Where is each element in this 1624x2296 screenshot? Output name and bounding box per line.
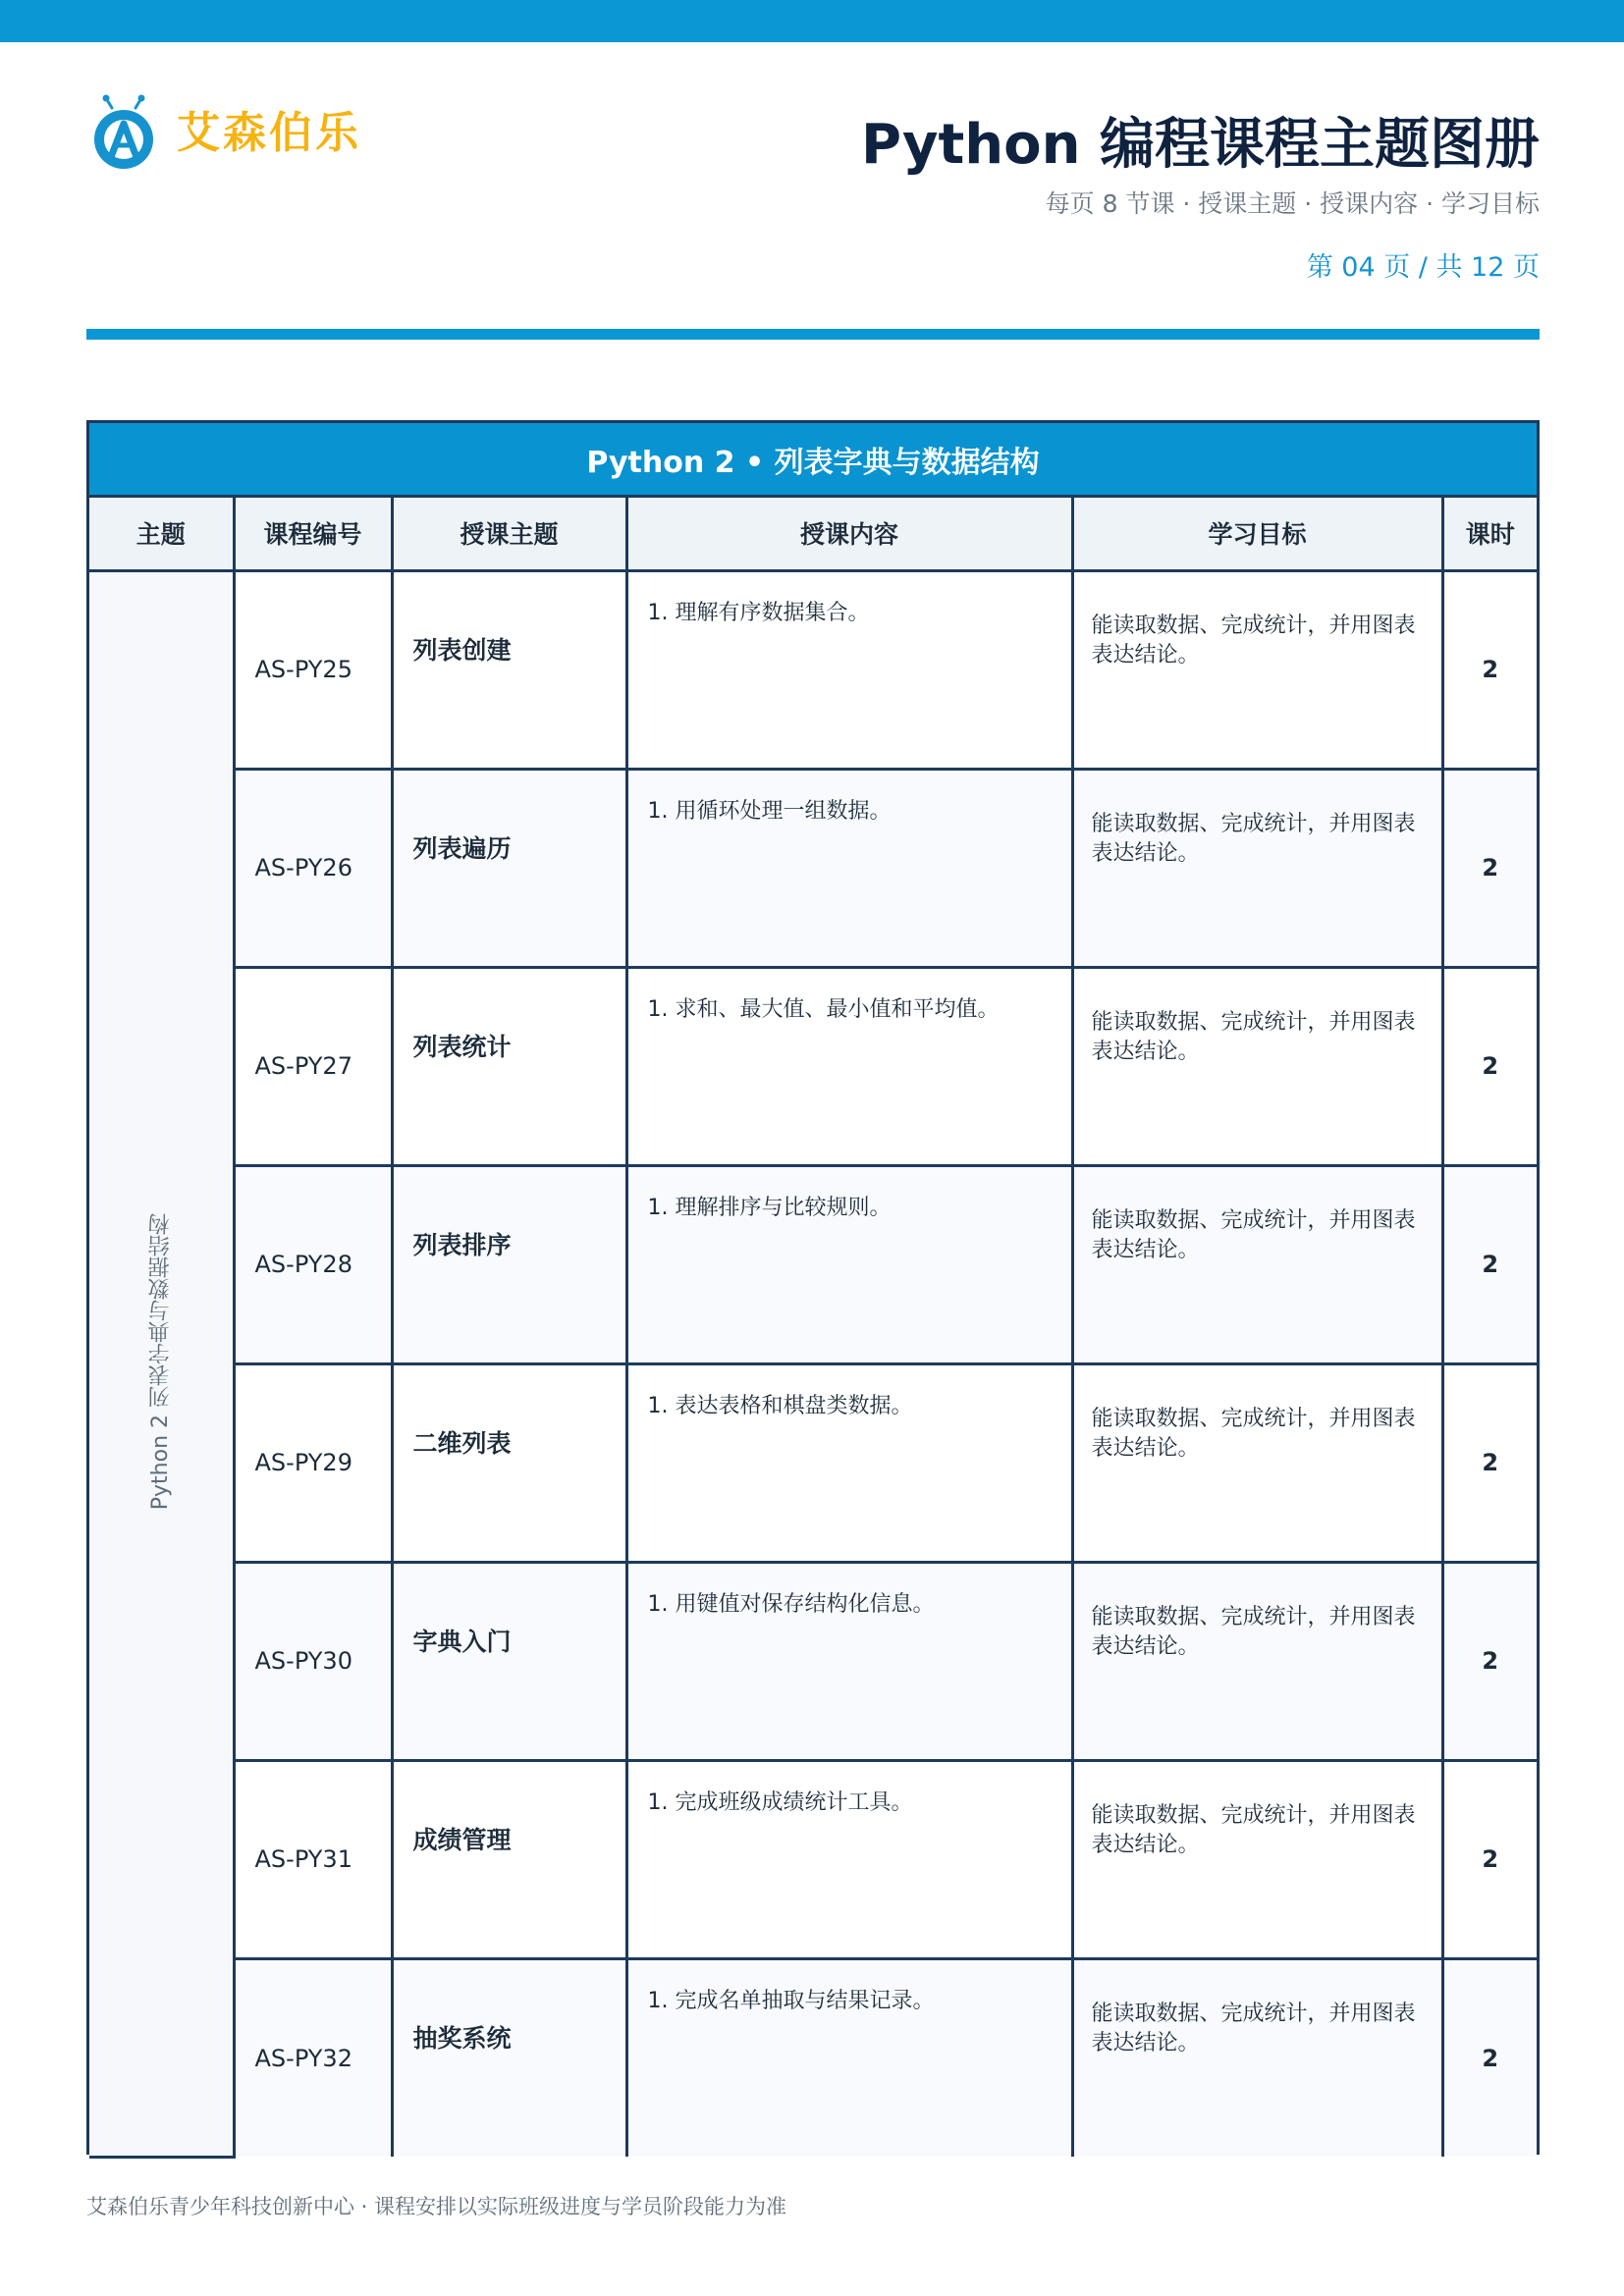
course-hours: 2 — [1442, 967, 1537, 1165]
table-row — [89, 1958, 1537, 2157]
course-topic: 字典入门 — [392, 1562, 626, 1760]
course-topic: 列表排序 — [392, 1165, 626, 1363]
course-hours: 2 — [1442, 1363, 1537, 1562]
course-content: 1. 理解排序与比较规则。 — [626, 1165, 1072, 1363]
course-hours: 2 — [1442, 1760, 1537, 1958]
course-code: AS-PY27 — [234, 967, 392, 1165]
brand-name: 艾森伯乐 — [177, 108, 361, 158]
course-goal: 能读取数据、完成统计，并用图表表达结论。 — [1072, 1165, 1442, 1363]
course-content: 1. 用循环处理一组数据。 — [626, 769, 1072, 967]
course-content: 1. 表达表格和棋盘类数据。 — [626, 1363, 1072, 1562]
course-content: 1. 用键值对保存结构化信息。 — [626, 1562, 1072, 1760]
brand-logo — [84, 94, 361, 173]
course-hours: 2 — [1442, 1958, 1537, 2157]
table-row — [89, 1165, 1537, 1363]
course-goal: 能读取数据、完成统计，并用图表表达结论。 — [1072, 570, 1442, 769]
course-goal: 能读取数据、完成统计，并用图表表达结论。 — [1072, 1363, 1442, 1562]
column-header-code: 课程编号 — [234, 498, 392, 570]
course-goal: 能读取数据、完成统计，并用图表表达结论。 — [1072, 967, 1442, 1165]
course-code: AS-PY32 — [234, 1958, 392, 2157]
table-row — [89, 769, 1537, 967]
course-hours: 2 — [1442, 570, 1537, 769]
document-title: Python 编程课程主题图册 — [860, 113, 1540, 177]
course-topic: 列表创建 — [392, 570, 626, 769]
table-row — [89, 1562, 1537, 1760]
course-goal: 能读取数据、完成统计，并用图表表达结论。 — [1072, 1562, 1442, 1760]
course-code: AS-PY25 — [234, 570, 392, 769]
course-topic: 列表遍历 — [392, 769, 626, 967]
course-content: 1. 理解有序数据集合。 — [626, 570, 1072, 769]
course-goal: 能读取数据、完成统计，并用图表表达结论。 — [1072, 1760, 1442, 1958]
header-divider — [86, 329, 1540, 340]
theme-vertical-label: Python 2 列表字典与数据结构 — [148, 1212, 174, 1511]
course-code: AS-PY29 — [234, 1363, 392, 1562]
table-title: Python 2 • 列表字典与数据结构 — [89, 423, 1537, 498]
course-topic: 成绩管理 — [392, 1760, 626, 1958]
table-row — [89, 967, 1537, 1165]
document-subtitle: 每页 8 节课 · 授课主题 · 授课内容 · 学习目标 — [1045, 189, 1540, 218]
course-code: AS-PY31 — [234, 1760, 392, 1958]
column-header-topic: 授课主题 — [392, 498, 626, 570]
course-table-card — [86, 420, 1540, 2155]
robot-a-logo-icon — [84, 94, 163, 173]
theme-cell — [89, 570, 234, 2157]
footer-note: 艾森伯乐青少年科技创新中心 · 课程安排以实际班级进度与学员阶段能力为准 — [86, 2195, 787, 2218]
table-header-row — [89, 498, 1537, 570]
page-number: 第 04 页 / 共 12 页 — [1306, 252, 1540, 283]
course-content: 1. 完成班级成绩统计工具。 — [626, 1760, 1072, 1958]
course-content: 1. 完成名单抽取与结果记录。 — [626, 1958, 1072, 2157]
course-code: AS-PY28 — [234, 1165, 392, 1363]
course-topic: 二维列表 — [392, 1363, 626, 1562]
course-table — [89, 498, 1537, 2159]
column-header-goal: 学习目标 — [1072, 498, 1442, 570]
top-color-band — [0, 0, 1624, 42]
course-code: AS-PY30 — [234, 1562, 392, 1760]
column-header-theme: 主题 — [89, 498, 234, 570]
course-goal: 能读取数据、完成统计，并用图表表达结论。 — [1072, 1958, 1442, 2157]
course-topic: 列表统计 — [392, 967, 626, 1165]
table-row — [89, 570, 1537, 769]
column-header-content: 授课内容 — [626, 498, 1072, 570]
course-content: 1. 求和、最大值、最小值和平均值。 — [626, 967, 1072, 1165]
course-code: AS-PY26 — [234, 769, 392, 967]
course-topic: 抽奖系统 — [392, 1958, 626, 2157]
table-row — [89, 1363, 1537, 1562]
course-hours: 2 — [1442, 1165, 1537, 1363]
course-hours: 2 — [1442, 1562, 1537, 1760]
table-row — [89, 1760, 1537, 1958]
column-header-hours: 课时 — [1442, 498, 1537, 570]
course-goal: 能读取数据、完成统计，并用图表表达结论。 — [1072, 769, 1442, 967]
course-hours: 2 — [1442, 769, 1537, 967]
